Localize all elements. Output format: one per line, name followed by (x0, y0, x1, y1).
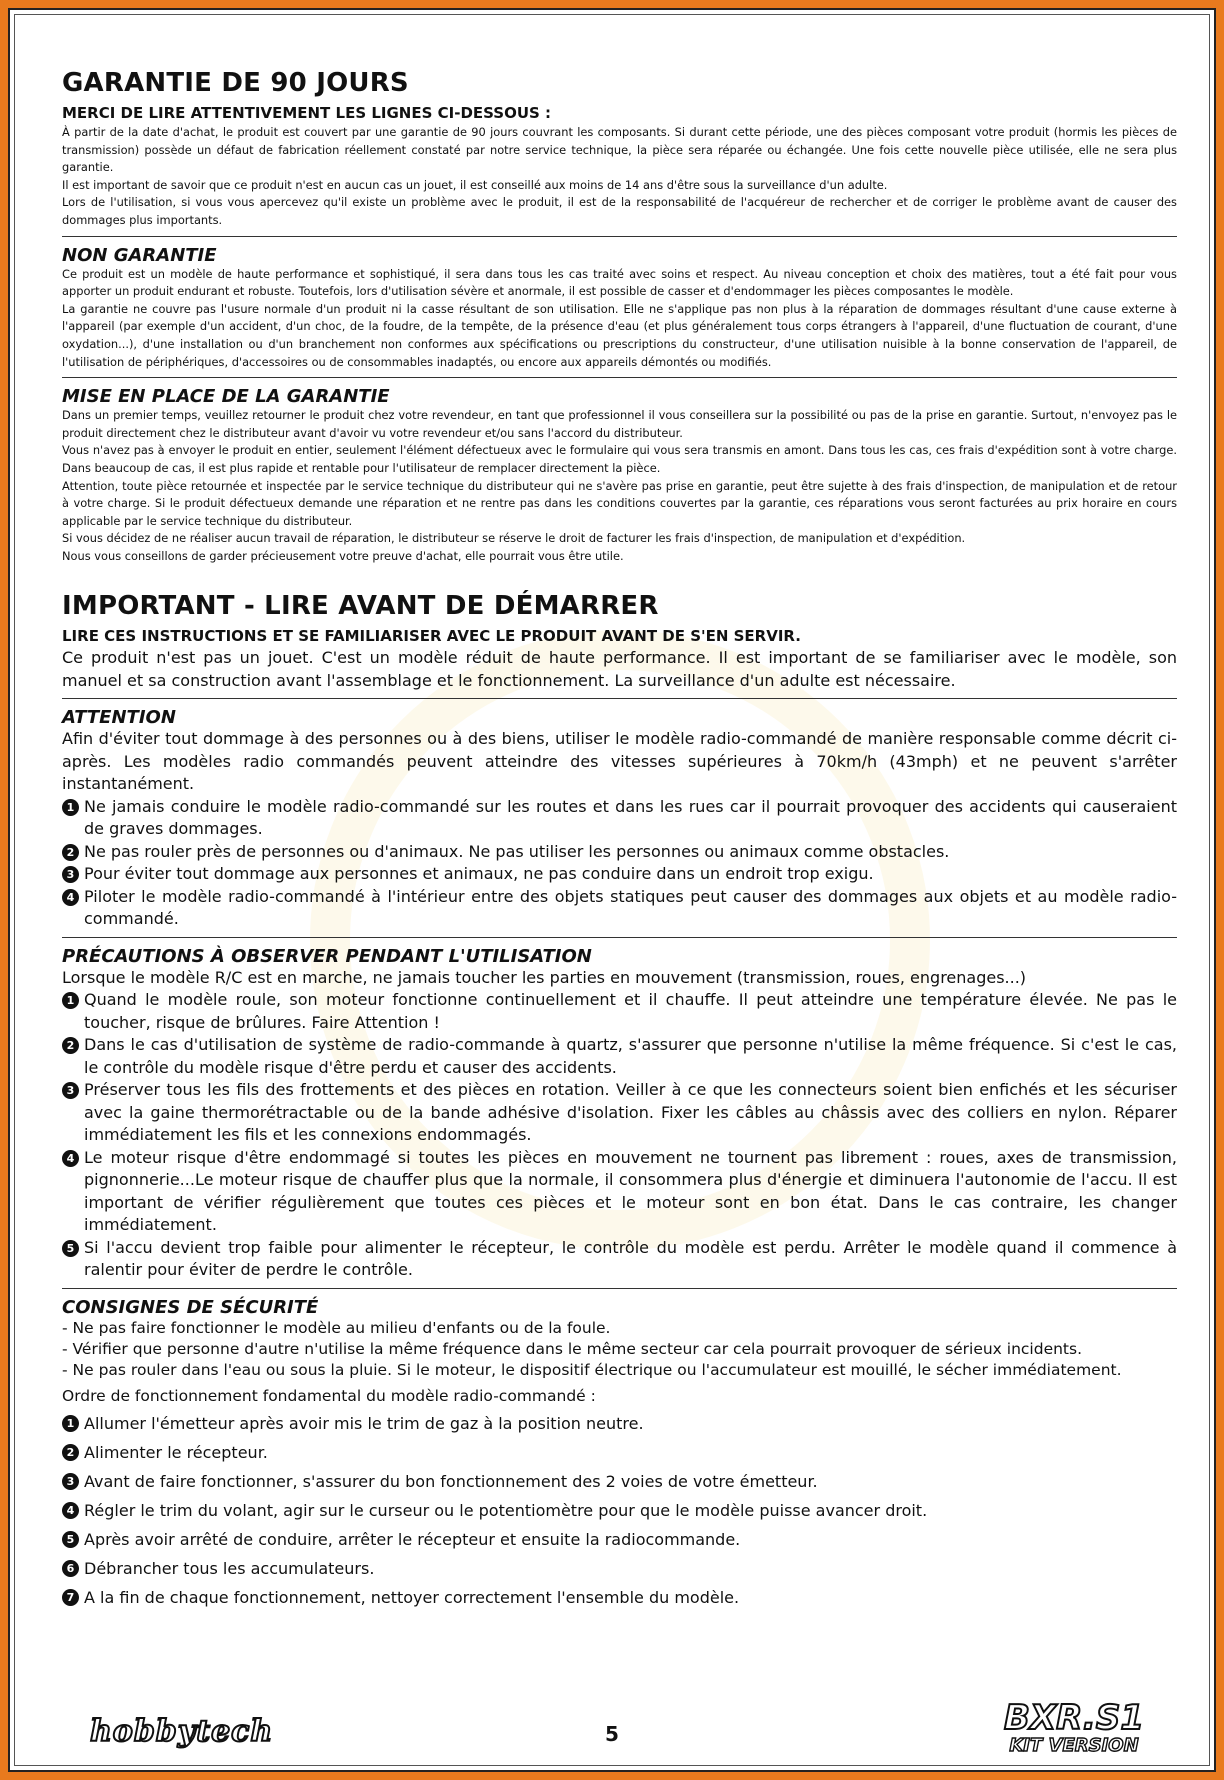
bxr-logo (1004, 1700, 1144, 1756)
item-text: Alimenter le récepteur. (84, 1442, 268, 1462)
paragraph: Ce produit est un modèle de haute performance et sophistiqué, il sera dans tous les cas traité avec soins et respect. Au niveau conception et choix des matières, tout a été fait pour vous apporter un produit endurant et robuste. Toutefois, lors d'utilisation sévère et anormale, il est possible de casser et d'endommager les pièces composantes le modèle. (62, 266, 1177, 299)
attention-item (62, 863, 1177, 886)
paragraph: Ce produit n'est pas un jouet. C'est un modèle réduit de haute performance. Il est important de se familiariser avec le modèle, son manuel et sa construction avant l'assemblage et le fonctionnement. La surveillance d'un adulte est nécessaire. (62, 648, 1177, 690)
heading-garantie: GARANTIE DE 90 JOURS (62, 68, 409, 98)
step-item (62, 1496, 1177, 1525)
step-item (62, 1554, 1177, 1583)
precaution-item (62, 1147, 1177, 1237)
number-badge-icon: 1 (62, 799, 79, 816)
precautions-list (62, 989, 1177, 1282)
bxr-logo-title: BXR.S1 (1003, 1698, 1144, 1738)
subheading-merci: MERCI DE LIRE ATTENTIVEMENT LES LIGNES CI-DESSOUS : (62, 104, 552, 122)
item-text: Ne pas rouler près de personnes ou d'animaux. Ne pas utiliser les personnes ou animaux comme obstacles. (84, 841, 950, 861)
order-title: Ordre de fonctionnement fondamental du modèle radio-commandé : (62, 1386, 596, 1405)
number-badge-icon: 4 (62, 1502, 79, 1519)
attention-item (62, 886, 1177, 931)
attention-item (62, 841, 1177, 864)
number-badge-icon: 2 (62, 844, 79, 861)
item-text: Avant de faire fonctionner, s'assurer du bon fonctionnement des 2 voies de votre émetteur. (84, 1471, 818, 1491)
number-badge-icon: 4 (62, 889, 79, 906)
paragraph: Si vous décidez de ne réaliser aucun travail de réparation, le distributeur se réserve le droit de facturer les frais d'inspection, de manipulation et d'expédition. (62, 531, 966, 546)
item-text: Régler le trim du volant, agir sur le curseur ou le potentiomètre pour que le modèle puisse avancer droit. (84, 1500, 928, 1520)
precautions-body (62, 967, 1177, 1282)
precaution-item (62, 989, 1177, 1034)
heading-consignes: CONSIGNES DE SÉCURITÉ (62, 1296, 319, 1318)
paragraph: À partir de la date d'achat, le produit est couvert par une garantie de 90 jours couvrant les composants. Si durant cette période, une des pièces composant votre produit (hormis les pièces de transmission) possède un défaut de fabrication réellement constaté par notre service technique, la pièce sera réparée ou échangée. Une fois cette nouvelle pièce utilisée, elle ne sera plus garantie. (62, 125, 1177, 175)
number-badge-icon: 3 (62, 1082, 79, 1099)
divider (62, 698, 1177, 699)
step-item (62, 1525, 1177, 1554)
item-text: Après avoir arrêté de conduire, arrêter le récepteur et ensuite la radiocommande. (84, 1529, 741, 1549)
precaution-item (62, 1034, 1177, 1079)
item-text: Si l'accu devient trop faible pour alimenter le récepteur, le contrôle du modèle est perdu. Arrêter le modèle quand il commence à ralentir pour éviter de perdre le contrôle. (84, 1237, 1177, 1280)
hobbytech-logo: hobbytech (90, 1714, 274, 1749)
bxr-logo-subtitle: KIT VERSION (1009, 1735, 1139, 1756)
steps-list (62, 1409, 1177, 1612)
item-text: Pour éviter tout dommage aux personnes et animaux, ne pas conduire dans un endroit trop exigu. (84, 864, 874, 884)
number-badge-icon: 1 (62, 1415, 79, 1432)
number-badge-icon: 5 (62, 1240, 79, 1257)
divider (62, 937, 1177, 938)
garantie-body (62, 124, 1177, 230)
paragraph: Attention, toute pièce retournée et inspectée par le service technique du distributeur qui ne s'avère pas prise en garantie, peut être sujette à des frais d'inspection, de manipulation et de retour à votre charge. Si le produit défectueux demande une réparation et ne rentre pas dans les conditions couvertes par la garantie, ces réparations vous seront facturées au prix horaire en cours applicable par le service technique du distributeur. (62, 478, 1177, 528)
paragraph: Il est important de savoir que ce produit n'est en aucun cas un jouet, il est conseillé aux moins de 14 ans d'être sous la surveillance d'un adulte. (62, 177, 888, 192)
attention-list (62, 796, 1177, 931)
divider (62, 377, 1177, 378)
important-body (62, 627, 1177, 692)
consigne-item: - Ne pas faire fonctionner le modèle au milieu d'enfants ou de la foule. (62, 1318, 611, 1337)
precaution-item (62, 1237, 1177, 1282)
number-badge-icon: 7 (62, 1589, 79, 1606)
paragraph: La garantie ne couvre pas l'usure normale d'un produit ni la casse résultant de son utilisation. Elle ne s'applique pas non plus à la réparation de dommages résultant d'une cause externe à l'appareil (par exemple d'un accident, d'un choc, de la foudre, de la tempête, de la présence d'eau (et plus généralement tous corps étrangers à l'appareil, d'une fluctuation de courant, d'une oxydation...), d'une installation ou d'un branchement non conformes aux spécifications ou prescriptions du constructeur, d'une utilisation nuisible à la bonne conservation de l'appareil, de l'utilisation de périphériques, d'accessoires ou de consommables inadaptés, ou encore aux appareils démontés ou modifiés. (62, 301, 1177, 369)
item-text: Ne jamais conduire le modèle radio-commandé sur les routes et dans les rues car il pourrait provoquer des accidents qui causeraient de graves dommages. (84, 796, 1177, 839)
number-badge-icon: 2 (62, 1037, 79, 1054)
heading-important: IMPORTANT - LIRE AVANT DE DÉMARRER (62, 591, 659, 622)
paragraph: Dans un premier temps, veuillez retourner le produit chez votre revendeur, en tant que professionnel il vous conseillera sur la possibilité ou pas de la prise en garantie. Surtout, n'envoyez pas le produit directement chez le distributeur avant d'avoir vu votre revendeur et/ou sans l'accord du distributeur. (62, 408, 1177, 440)
paragraph: Lorsque le modèle R/C est en marche, ne jamais toucher les parties en mouvement (transmission, roues, engrenages...) (62, 967, 1027, 987)
step-item (62, 1409, 1177, 1438)
attention-body (62, 728, 1177, 931)
page-frame (8, 8, 1216, 1772)
paragraph: Nous vous conseillons de garder précieusement votre preuve d'achat, elle pourrait vous être utile. (62, 548, 624, 563)
item-text: Débrancher tous les accumulateurs. (84, 1558, 375, 1578)
paragraph: Afin d'éviter tout dommage à des personnes ou à des biens, utiliser le modèle radio-commandé de manière responsable comme décrit ci-après. Les modèles radio commandés peuvent atteindre des vitesses supérieures à 70km/h (43mph) et ne peuvent s'arrêter instantanément. (62, 729, 1177, 794)
item-text: Quand le modèle roule, son moteur fonctionne continuellement et il chauffe. Il peut atteindre une température élevée. Ne pas le toucher, risque de brûlures. Faire Attention ! (84, 990, 1177, 1032)
precaution-item (62, 1079, 1177, 1147)
item-text: Piloter le modèle radio-commandé à l'intérieur entre des objets statiques peut causer des dommages aux objets et au modèle radio-commandé. (84, 886, 1177, 929)
heading-precautions: PRÉCAUTIONS À OBSERVER PENDANT L'UTILISATION (62, 945, 592, 967)
footer (10, 1700, 1214, 1760)
number-badge-icon: 4 (62, 1150, 79, 1167)
page-number: 5 (605, 1722, 619, 1746)
step-item (62, 1438, 1177, 1467)
number-badge-icon: 3 (62, 866, 79, 883)
number-badge-icon: 6 (62, 1560, 79, 1577)
divider (62, 236, 1177, 237)
number-badge-icon: 5 (62, 1531, 79, 1548)
heading-mise-en-place: MISE EN PLACE DE LA GARANTIE (62, 386, 390, 408)
page-content (62, 68, 1177, 1612)
number-badge-icon: 3 (62, 1473, 79, 1490)
heading-non-garantie: NON GARANTIE (62, 244, 217, 266)
heading-attention: ATTENTION (62, 707, 176, 729)
number-badge-icon: 2 (62, 1444, 79, 1461)
attention-item (62, 796, 1177, 841)
consigne-item: - Vérifier que personne d'autre n'utilise la même fréquence dans le même secteur car cela pourrait provoquer de sérieux incidents. (62, 1339, 1083, 1358)
consignes-list (62, 1318, 1177, 1381)
number-badge-icon: 1 (62, 992, 79, 1009)
divider (62, 1288, 1177, 1289)
paragraph: Lors de l'utilisation, si vous vous apercevez qu'il existe un problème avec le produit, il est de la responsabilité de l'acquéreur de rechercher et de corriger le problème avant de causer des dommages plus importants. (62, 195, 1177, 227)
paragraph: Vous n'avez pas à envoyer le produit en entier, seulement l'élément défectueux avec le formulaire qui vous sera transmis en amont. Dans tous les cas, ces frais d'expédition sont à votre charge. Dans beaucoup de cas, il est plus rapide et rentable pour l'utilisateur de remplacer directement la pièce. (62, 443, 1177, 475)
mise-en-place-body (62, 407, 1177, 565)
item-text: Le moteur risque d'être endommagé si toutes les pièces en mouvement ne tournent pas librement : roues, axes de transmission, pignonnerie...Le moteur risque de chauffer plus que la normale, il consommera plus d'énergie et diminuera l'autonomie de l'accu. Il est important de vérifier régulièrement que toutes ces pièces et le moteur sont en bon état. Dans le cas contraire, les changer immédiatement. (84, 1147, 1177, 1235)
non-garantie-body (62, 266, 1177, 372)
consigne-item: - Ne pas rouler dans l'eau ou sous la pluie. Si le moteur, le dispositif électrique ou l'accumulateur est mouillé, le sécher immédiatement. (62, 1360, 1122, 1379)
item-text: Préserver tous les fils des frottements et des pièces en rotation. Veiller à ce que les connecteurs soient bien enfichés et les sécuriser avec la gaine thermorétractable ou de la bande adhésive d'isolation. Fixer les câbles au châssis avec des colliers en nylon. Réparer immédiatement les fils et les connexions endommagés. (84, 1080, 1177, 1145)
item-text: Allumer l'émetteur après avoir mis le trim de gaz à la position neutre. (84, 1413, 644, 1433)
step-item (62, 1583, 1177, 1612)
step-item (62, 1467, 1177, 1496)
item-text: Dans le cas d'utilisation de système de radio-commande à quartz, s'assurer que personne n'utilise la même fréquence. Si c'est le cas, le contrôle du modèle risque d'être perdu et causer des accidents. (84, 1035, 1177, 1077)
item-text: A la fin de chaque fonctionnement, nettoyer correctement l'ensemble du modèle. (84, 1587, 740, 1607)
subheading-lire: LIRE CES INSTRUCTIONS ET SE FAMILIARISER AVEC LE PRODUIT AVANT DE S'EN SERVIR. (62, 627, 801, 646)
